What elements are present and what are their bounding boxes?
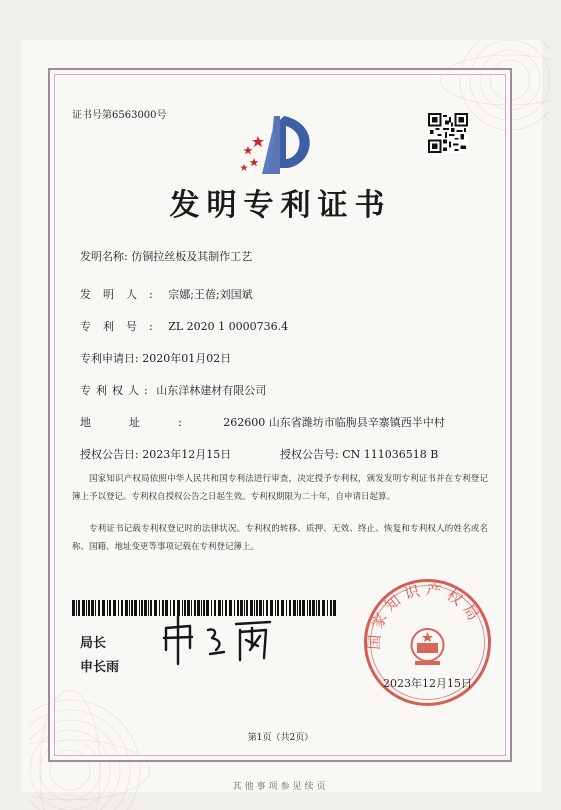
certificate-number: 证书号第6563000号 bbox=[72, 110, 167, 121]
invention-name-row bbox=[80, 248, 252, 264]
invention-name-label: 发明名称: bbox=[80, 250, 128, 263]
national-emblem-icon bbox=[412, 629, 444, 665]
patentee-row bbox=[80, 382, 266, 398]
grant-publication-value: CN 111036518 B bbox=[342, 448, 439, 461]
cnipa-logo bbox=[232, 112, 324, 182]
grant-publication-label: 授权公告号: bbox=[280, 448, 339, 461]
grant-publication-row bbox=[280, 446, 438, 462]
filing-date-value: 2020年01月02日 bbox=[142, 352, 232, 365]
filing-date-label: 专利申请日: bbox=[80, 352, 139, 365]
director-signature bbox=[160, 610, 295, 668]
director-name: 申长雨 bbox=[80, 660, 120, 675]
grant-date-row bbox=[80, 446, 231, 462]
seal-date: 2023年12月15日 bbox=[383, 677, 472, 690]
invention-name-value: 仿铜拉丝板及其制作工艺 bbox=[131, 250, 253, 263]
address-label: 地址: bbox=[80, 416, 220, 429]
qr-code bbox=[428, 113, 468, 153]
patent-number-row bbox=[80, 318, 288, 334]
inventor-value: 宗娜;王蓓;刘国斌 bbox=[168, 288, 253, 301]
legal-statement-paragraph-2: 专利证书记载专利权登记时的法律状况。专利权的转移、质押、无效、终止、恢复和专利权人的姓名或名称、国籍、地址变更等事项记载在专利登记簿上。 bbox=[72, 524, 488, 552]
bottom-continuation-text: 其他事项参见续页 bbox=[232, 782, 329, 792]
grant-date-value: 2023年12月15日 bbox=[142, 448, 232, 461]
filing-date-row bbox=[80, 350, 231, 366]
patentee-label: 专利权人: bbox=[80, 384, 153, 397]
patentee-value: 山东洋林建材有限公司 bbox=[156, 384, 267, 397]
address-value: 262600 山东省潍坊市临朐县辛寨镇西半中村 bbox=[223, 416, 445, 429]
seal-ring-text: 国家知识产权局 bbox=[364, 580, 486, 651]
director-title: 局长 bbox=[80, 636, 107, 651]
patent-number-value: ZL 2020 1 0000736.4 bbox=[168, 320, 289, 333]
official-seal bbox=[360, 575, 495, 710]
inventor-row bbox=[80, 286, 253, 302]
legal-statement-paragraph-1: 国家知识产权局依照中华人民共和国专利法进行审查，决定授予专利权，颁发发明专利证书并在专利登记簿上予以登记。专利权自授权公告之日起生效。专利权期限为二十年，自申请日起算。 bbox=[72, 474, 488, 502]
certificate-title: 发明专利证书 bbox=[169, 188, 392, 223]
inventor-label: 发明人: bbox=[80, 288, 165, 301]
address-row bbox=[80, 414, 445, 430]
page-number: 第1页（共2页） bbox=[247, 733, 314, 743]
patent-number-label: 专利号: bbox=[80, 320, 165, 333]
grant-date-label: 授权公告日: bbox=[80, 448, 139, 461]
